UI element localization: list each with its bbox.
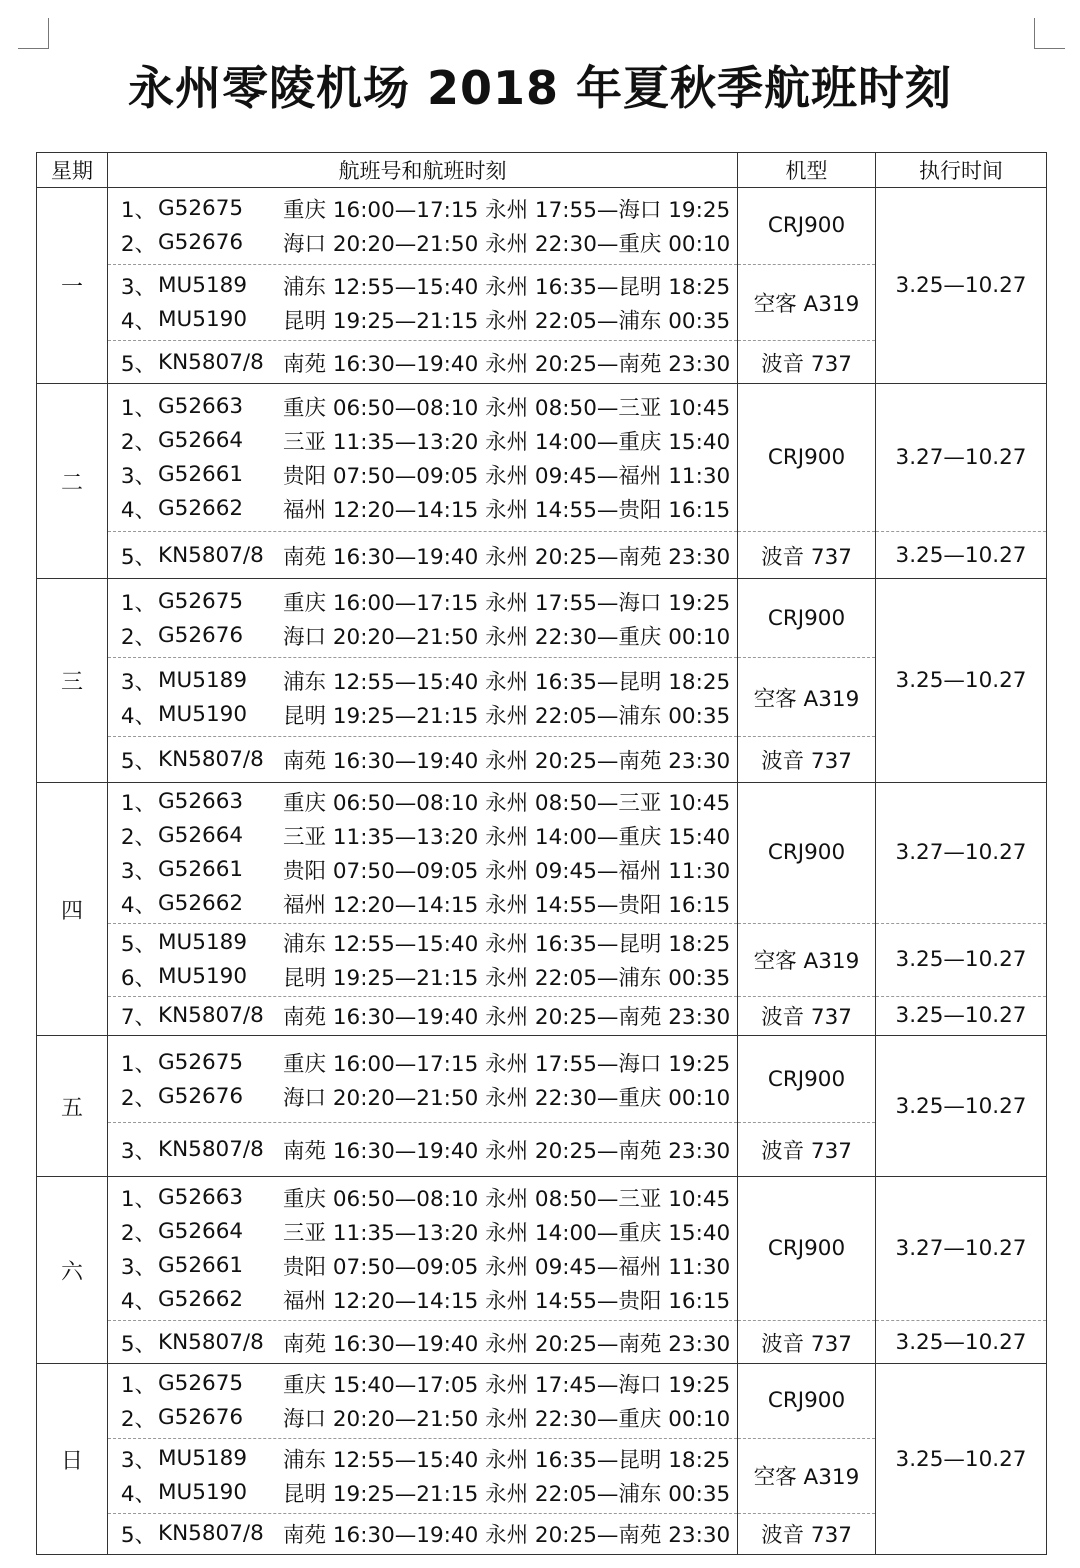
- flight-route: 昆明 19:25—21:15 永州 22:05—浦东 00:35: [283, 1482, 731, 1508]
- flight-group: [108, 1320, 737, 1363]
- flight-index: 3、: [120, 1448, 156, 1474]
- flight-number: MU5190: [158, 701, 248, 727]
- flight-number: KN5807/8: [158, 542, 264, 568]
- flight-row: [108, 538, 737, 572]
- flight-index: 4、: [120, 893, 156, 919]
- dates-cell: [876, 1177, 1047, 1364]
- aircraft-type: CRJ900: [767, 1388, 846, 1414]
- flight-route: 海口 20:20—21:50 永州 22:30—重庆 00:10: [283, 1085, 731, 1111]
- header-dates: 执行时间: [876, 153, 1047, 188]
- flight-row: [108, 1401, 737, 1435]
- flight-route: 贵阳 07:50—09:05 永州 09:45—福州 11:30: [283, 1255, 731, 1281]
- flight-row: [108, 663, 737, 697]
- aircraft-cell: [738, 579, 876, 783]
- date-range: 3.27—10.27: [895, 1236, 1027, 1262]
- flight-number: MU5190: [158, 306, 248, 332]
- header-weekday: 星期: [37, 153, 108, 188]
- aircraft-type: 空客 A319: [738, 1438, 875, 1513]
- flight-row: [108, 226, 737, 260]
- flight-row: [108, 345, 737, 379]
- flights-cell: [108, 1177, 738, 1364]
- flight-index: 3、: [120, 1255, 156, 1281]
- flight-number: G52676: [158, 1405, 244, 1431]
- flight-row: [108, 390, 737, 424]
- aircraft-type: CRJ900: [767, 213, 846, 239]
- date-range: 3.25—10.27: [876, 1320, 1046, 1363]
- aircraft-type: 波音 737: [738, 1513, 875, 1554]
- weekday-cell: 四: [37, 783, 108, 1036]
- flight-number: G52675: [158, 1371, 244, 1397]
- flight-group: [108, 1438, 737, 1513]
- flight-route: 昆明 19:25—21:15 永州 22:05—浦东 00:35: [283, 308, 731, 334]
- flight-index: 4、: [120, 498, 156, 524]
- flight-row: [108, 887, 737, 921]
- flight-row: [108, 960, 737, 994]
- flight-number: G52675: [158, 588, 244, 614]
- flight-index: 1、: [120, 198, 156, 224]
- flight-number: G52664: [158, 428, 244, 454]
- flight-group: [108, 1177, 737, 1320]
- flight-index: 3、: [120, 859, 156, 885]
- flight-row: [108, 1476, 737, 1510]
- flights-cell: [108, 188, 738, 384]
- flight-number: MU5190: [158, 1480, 248, 1506]
- flight-number: MU5190: [158, 964, 248, 990]
- flight-schedule-table: [36, 152, 1047, 1555]
- flight-route: 南苑 16:30—19:40 永州 20:25—南苑 23:30: [283, 1005, 731, 1031]
- flight-route: 福州 12:20—14:15 永州 14:55—贵阳 16:15: [283, 498, 731, 524]
- flight-route: 浦东 12:55—15:40 永州 16:35—昆明 18:25: [283, 932, 731, 958]
- flight-route: 重庆 16:00—17:15 永州 17:55—海口 19:25: [283, 590, 731, 616]
- aircraft-type: CRJ900: [767, 605, 846, 631]
- flight-index: 4、: [120, 703, 156, 729]
- table-header-row: [37, 153, 1047, 188]
- flight-row: [108, 192, 737, 226]
- flight-index: 1、: [120, 1187, 156, 1213]
- page-title: 永州零陵机场 2018 年夏秋季航班时刻: [127, 61, 953, 115]
- flight-route: 南苑 16:30—19:40 永州 20:25—南苑 23:30: [283, 749, 731, 775]
- flight-number: G52661: [158, 1253, 244, 1279]
- aircraft-type: 波音 737: [738, 1320, 875, 1363]
- table-row: [37, 1177, 1047, 1364]
- aircraft-type: 空客 A319: [738, 923, 875, 996]
- flight-index: 5、: [120, 544, 156, 570]
- flight-index: 1、: [120, 791, 156, 817]
- flight-row: [108, 1079, 737, 1113]
- aircraft-type: CRJ900: [767, 445, 846, 471]
- flight-index: 4、: [120, 308, 156, 334]
- flight-row: [108, 618, 737, 652]
- flights-cell: [108, 783, 738, 1036]
- flight-group: [108, 188, 737, 264]
- aircraft-cell: [738, 384, 876, 579]
- flight-index: 4、: [120, 1482, 156, 1508]
- aircraft-type: 波音 737: [738, 1122, 875, 1176]
- weekday-cell: 一: [37, 188, 108, 384]
- flight-number: G52661: [158, 857, 244, 883]
- flight-number: G52663: [158, 394, 244, 420]
- flight-group: [108, 736, 737, 782]
- flight-index: 2、: [120, 1221, 156, 1247]
- flight-route: 福州 12:20—14:15 永州 14:55—贵阳 16:15: [283, 893, 731, 919]
- flight-route: 贵阳 07:50—09:05 永州 09:45—福州 11:30: [283, 859, 731, 885]
- flight-index: 4、: [120, 1289, 156, 1315]
- flight-row: [108, 1215, 737, 1249]
- flight-index: 2、: [120, 624, 156, 650]
- flight-row: [108, 743, 737, 777]
- flight-route: 昆明 19:25—21:15 永州 22:05—浦东 00:35: [283, 703, 731, 729]
- flight-number: G52676: [158, 230, 244, 256]
- flight-group: [108, 1122, 737, 1176]
- flight-route: 浦东 12:55—15:40 永州 16:35—昆明 18:25: [283, 274, 731, 300]
- flight-index: 5、: [120, 1331, 156, 1357]
- flights-cell: [108, 1364, 738, 1555]
- flight-index: 5、: [120, 749, 156, 775]
- flight-number: MU5189: [158, 1446, 248, 1472]
- flight-route: 海口 20:20—21:50 永州 22:30—重庆 00:10: [283, 1407, 731, 1433]
- flight-index: 2、: [120, 430, 156, 456]
- flight-number: MU5189: [158, 272, 248, 298]
- flight-number: G52676: [158, 1083, 244, 1109]
- flight-route: 重庆 06:50—08:10 永州 08:50—三亚 10:45: [283, 791, 731, 817]
- table-row: [37, 1364, 1047, 1555]
- flight-route: 三亚 11:35—13:20 永州 14:00—重庆 15:40: [283, 430, 731, 456]
- flight-group: [108, 923, 737, 996]
- flight-row: [108, 999, 737, 1033]
- date-range: 3.25—10.27: [876, 531, 1046, 578]
- flight-number: KN5807/8: [158, 349, 264, 375]
- flight-row: [108, 1283, 737, 1317]
- dates-cell: 3.25—10.27: [876, 579, 1047, 783]
- flight-route: 贵阳 07:50—09:05 永州 09:45—福州 11:30: [283, 464, 731, 490]
- flight-route: 重庆 15:40—17:05 永州 17:45—海口 19:25: [283, 1373, 731, 1399]
- date-range: 3.25—10.27: [876, 923, 1046, 996]
- flight-route: 三亚 11:35—13:20 永州 14:00—重庆 15:40: [283, 825, 731, 851]
- flight-index: 3、: [120, 669, 156, 695]
- flight-number: KN5807/8: [158, 747, 264, 773]
- flight-number: MU5189: [158, 930, 248, 956]
- flight-row: [108, 584, 737, 618]
- aircraft-type: 空客 A319: [738, 264, 875, 341]
- aircraft-cell: [738, 783, 876, 1036]
- table-row: [37, 783, 1047, 1036]
- flight-row: [108, 926, 737, 960]
- flight-number: G52662: [158, 1287, 244, 1313]
- weekday-cell: 日: [37, 1364, 108, 1555]
- table-row: [37, 1036, 1047, 1177]
- flight-route: 南苑 16:30—19:40 永州 20:25—南苑 23:30: [283, 1139, 731, 1165]
- flight-index: 5、: [120, 1523, 156, 1549]
- dates-cell: [876, 384, 1047, 579]
- date-range: 3.25—10.27: [876, 996, 1046, 1035]
- flight-group: [108, 264, 737, 341]
- flight-row: [108, 458, 737, 492]
- flight-group: [108, 783, 737, 923]
- flight-route: 重庆 06:50—08:10 永州 08:50—三亚 10:45: [283, 396, 731, 422]
- flight-number: KN5807/8: [158, 1137, 264, 1163]
- flight-row: [108, 1442, 737, 1476]
- flight-number: G52664: [158, 823, 244, 849]
- dates-cell: 3.25—10.27: [876, 188, 1047, 384]
- flight-row: [108, 853, 737, 887]
- flight-route: 浦东 12:55—15:40 永州 16:35—昆明 18:25: [283, 1448, 731, 1474]
- flight-route: 南苑 16:30—19:40 永州 20:25—南苑 23:30: [283, 544, 731, 570]
- header-aircraft: 机型: [738, 153, 876, 188]
- dates-cell: 3.25—10.27: [876, 1036, 1047, 1177]
- aircraft-cell: [738, 1177, 876, 1364]
- flight-route: 重庆 16:00—17:15 永州 17:55—海口 19:25: [283, 1051, 731, 1077]
- flights-cell: [108, 384, 738, 579]
- aircraft-type: 波音 737: [738, 531, 875, 578]
- flight-row: [108, 819, 737, 853]
- weekday-cell: 六: [37, 1177, 108, 1364]
- flight-row: [108, 268, 737, 302]
- flight-index: 2、: [120, 232, 156, 258]
- flight-group: [108, 1513, 737, 1554]
- flight-index: 1、: [120, 396, 156, 422]
- flight-route: 浦东 12:55—15:40 永州 16:35—昆明 18:25: [283, 669, 731, 695]
- flight-number: G52662: [158, 891, 244, 917]
- flight-number: G52675: [158, 1049, 244, 1075]
- flight-number: G52662: [158, 496, 244, 522]
- flight-group: [108, 1036, 737, 1122]
- aircraft-type: 波音 737: [738, 996, 875, 1035]
- flight-number: KN5807/8: [158, 1329, 264, 1355]
- flight-index: 1、: [120, 590, 156, 616]
- header-flights: 航班号和航班时刻: [108, 153, 738, 188]
- flight-index: 2、: [120, 1407, 156, 1433]
- flight-route: 重庆 16:00—17:15 永州 17:55—海口 19:25: [283, 198, 731, 224]
- flight-row: [108, 697, 737, 731]
- table-row: [37, 579, 1047, 783]
- flight-number: G52663: [158, 1185, 244, 1211]
- aircraft-cell: [738, 188, 876, 384]
- weekday-cell: 五: [37, 1036, 108, 1177]
- flight-route: 昆明 19:25—21:15 永州 22:05—浦东 00:35: [283, 966, 731, 992]
- weekday-cell: 三: [37, 579, 108, 783]
- aircraft-type: 波音 737: [738, 736, 875, 782]
- aircraft-type: 空客 A319: [738, 657, 875, 736]
- flight-number: G52675: [158, 196, 244, 222]
- flights-cell: [108, 1036, 738, 1177]
- page-corner-mark-right: [1034, 18, 1065, 49]
- page-corner-mark-left: [18, 18, 49, 49]
- flight-index: 5、: [120, 932, 156, 958]
- flight-row: [108, 1325, 737, 1359]
- flight-index: 2、: [120, 1085, 156, 1111]
- flight-row: [108, 785, 737, 819]
- aircraft-type: CRJ900: [767, 840, 846, 866]
- flight-group: [108, 579, 737, 657]
- flight-index: 3、: [120, 1139, 156, 1165]
- flight-index: 3、: [120, 274, 156, 300]
- flight-group: [108, 657, 737, 736]
- aircraft-type: 波音 737: [738, 340, 875, 383]
- flight-index: 6、: [120, 966, 156, 992]
- flight-index: 3、: [120, 464, 156, 490]
- aircraft-cell: [738, 1364, 876, 1555]
- flight-row: [108, 1249, 737, 1283]
- flight-row: [108, 1181, 737, 1215]
- table-row: [37, 188, 1047, 384]
- flight-index: 7、: [120, 1005, 156, 1031]
- flight-number: KN5807/8: [158, 1521, 264, 1547]
- dates-cell: 3.25—10.27: [876, 1364, 1047, 1555]
- flights-cell: [108, 579, 738, 783]
- flight-number: G52663: [158, 789, 244, 815]
- flight-index: 1、: [120, 1051, 156, 1077]
- flight-route: 海口 20:20—21:50 永州 22:30—重庆 00:10: [283, 232, 731, 258]
- flight-route: 三亚 11:35—13:20 永州 14:00—重庆 15:40: [283, 1221, 731, 1247]
- flight-number: G52676: [158, 622, 244, 648]
- flight-route: 南苑 16:30—19:40 永州 20:25—南苑 23:30: [283, 1523, 731, 1549]
- flight-row: [108, 492, 737, 526]
- flight-row: [108, 1133, 737, 1167]
- flight-number: MU5189: [158, 667, 248, 693]
- flight-route: 南苑 16:30—19:40 永州 20:25—南苑 23:30: [283, 351, 731, 377]
- table-row: [37, 384, 1047, 579]
- date-range: 3.27—10.27: [895, 840, 1027, 866]
- weekday-cell: 二: [37, 384, 108, 579]
- aircraft-cell: [738, 1036, 876, 1177]
- flight-route: 南苑 16:30—19:40 永州 20:25—南苑 23:30: [283, 1331, 731, 1357]
- flight-group: [108, 1364, 737, 1438]
- flight-index: 1、: [120, 1373, 156, 1399]
- flight-number: G52661: [158, 462, 244, 488]
- flight-route: 海口 20:20—21:50 永州 22:30—重庆 00:10: [283, 624, 731, 650]
- aircraft-type: CRJ900: [767, 1236, 846, 1262]
- flight-row: [108, 1517, 737, 1551]
- flight-row: [108, 1367, 737, 1401]
- flight-row: [108, 424, 737, 458]
- aircraft-type: CRJ900: [767, 1066, 846, 1092]
- flight-row: [108, 1045, 737, 1079]
- dates-cell: [876, 783, 1047, 1036]
- flight-group: [108, 996, 737, 1035]
- flight-row: [108, 302, 737, 336]
- date-range: 3.27—10.27: [895, 445, 1027, 471]
- flight-route: 福州 12:20—14:15 永州 14:55—贵阳 16:15: [283, 1289, 731, 1315]
- flight-group: [108, 531, 737, 578]
- flight-group: [108, 384, 737, 531]
- flight-group: [108, 340, 737, 383]
- flight-index: 2、: [120, 825, 156, 851]
- flight-route: 重庆 06:50—08:10 永州 08:50—三亚 10:45: [283, 1187, 731, 1213]
- flight-index: 5、: [120, 351, 156, 377]
- flight-number: KN5807/8: [158, 1003, 264, 1029]
- flight-number: G52664: [158, 1219, 244, 1245]
